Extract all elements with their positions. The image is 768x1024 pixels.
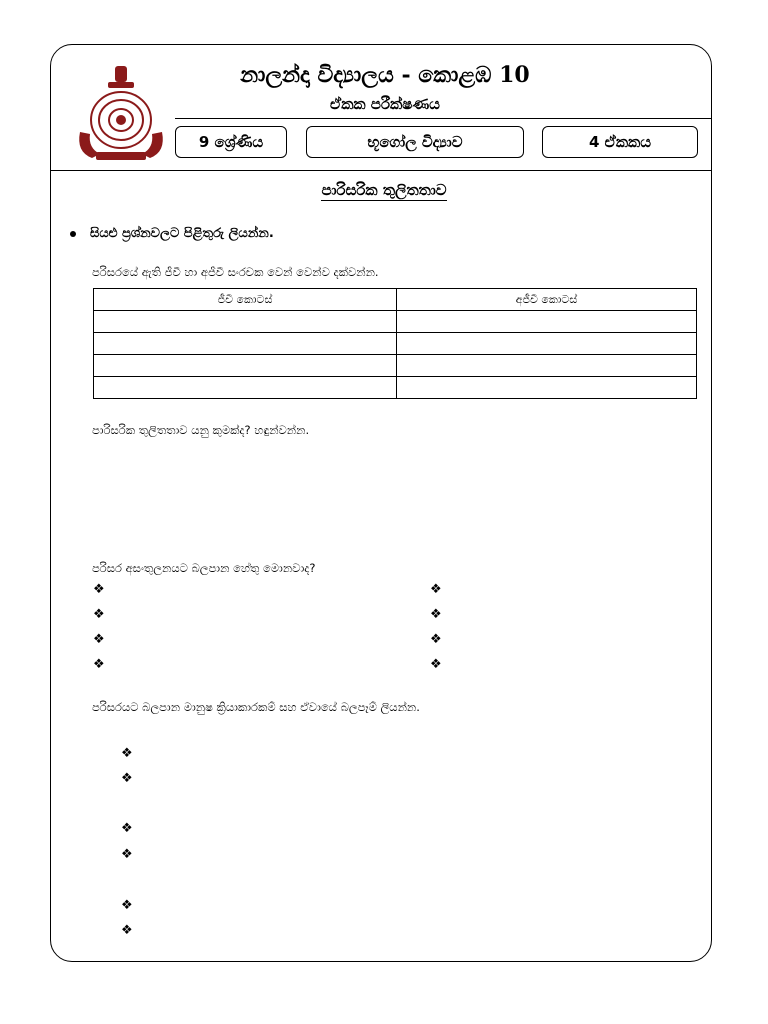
exam-type: ඒකක පරීක්ෂණය (330, 95, 440, 113)
question-2: පාරිසරික තුලිතතාව යනු කුමක්ද? හඳුන්වන්න. (92, 423, 310, 437)
bullet-icon: ❖ (121, 847, 133, 862)
bullet-icon: ❖ (430, 632, 442, 647)
bullet-icon: ❖ (93, 632, 105, 647)
question-3: පරිසර අසංතුලනයට බලපාන හේතු මොනවාද? (92, 561, 316, 575)
school-crest-logo (70, 62, 172, 164)
table-header-row (94, 289, 697, 311)
bullet-icon: ❖ (93, 582, 105, 597)
header-divider (175, 118, 712, 119)
bullet-icon: ❖ (430, 582, 442, 597)
table-row (94, 333, 697, 355)
header-abiotic: අජීවී කොටස් (397, 289, 697, 311)
abiotic-cell[interactable] (397, 377, 697, 399)
abiotic-cell[interactable] (397, 355, 697, 377)
bullet-icon: ❖ (121, 821, 133, 836)
biotic-abiotic-table (93, 288, 697, 399)
subject-box: භූගෝල විද්‍යාව (306, 126, 524, 158)
header-biotic: ජීවී කොටස් (94, 289, 397, 311)
question-4: පරිසරයට බලපාන මානුෂ ක්‍රියාකාරකම් සහ ඒවායේ බලපෑම් ලියන්න. (92, 700, 420, 714)
paper-title (0, 181, 768, 199)
bullet-icon: ❖ (121, 746, 133, 761)
paper-title-text: පාරිසරික තුලිතතාව (321, 181, 447, 199)
biotic-cell[interactable] (94, 355, 397, 377)
bullet-icon: ❖ (121, 923, 133, 938)
biotic-cell[interactable] (94, 377, 397, 399)
unit-box: 4 ඒකකය (542, 126, 698, 158)
bullet-icon: ❖ (93, 657, 105, 672)
school-name: නාලන්දා විද්‍යාලය - කොළඹ 10 (240, 62, 530, 88)
biotic-cell[interactable] (94, 311, 397, 333)
grade-box: 9 ශ්‍රේණිය (175, 126, 287, 158)
bullet-icon: ❖ (121, 898, 133, 913)
instruction (70, 226, 274, 241)
instruction-text: සියළු ප්‍රශ්නවලට පිළිතුරු ලියන්න. (90, 226, 274, 241)
bullet-icon: ❖ (93, 607, 105, 622)
bullet-icon: ❖ (430, 657, 442, 672)
abiotic-cell[interactable] (397, 311, 697, 333)
bullet-icon: ❖ (121, 771, 133, 786)
bullet-dot-icon (70, 231, 76, 237)
table-row (94, 311, 697, 333)
header-bottom-line (50, 170, 712, 171)
biotic-cell[interactable] (94, 333, 397, 355)
question-1: පරිසරයේ ඇති ජීවී හා අජීවී සංරචක වෙන් වෙන්ව දක්වන්න. (92, 265, 379, 279)
table-row (94, 377, 697, 399)
abiotic-cell[interactable] (397, 333, 697, 355)
table-row (94, 355, 697, 377)
bullet-icon: ❖ (430, 607, 442, 622)
